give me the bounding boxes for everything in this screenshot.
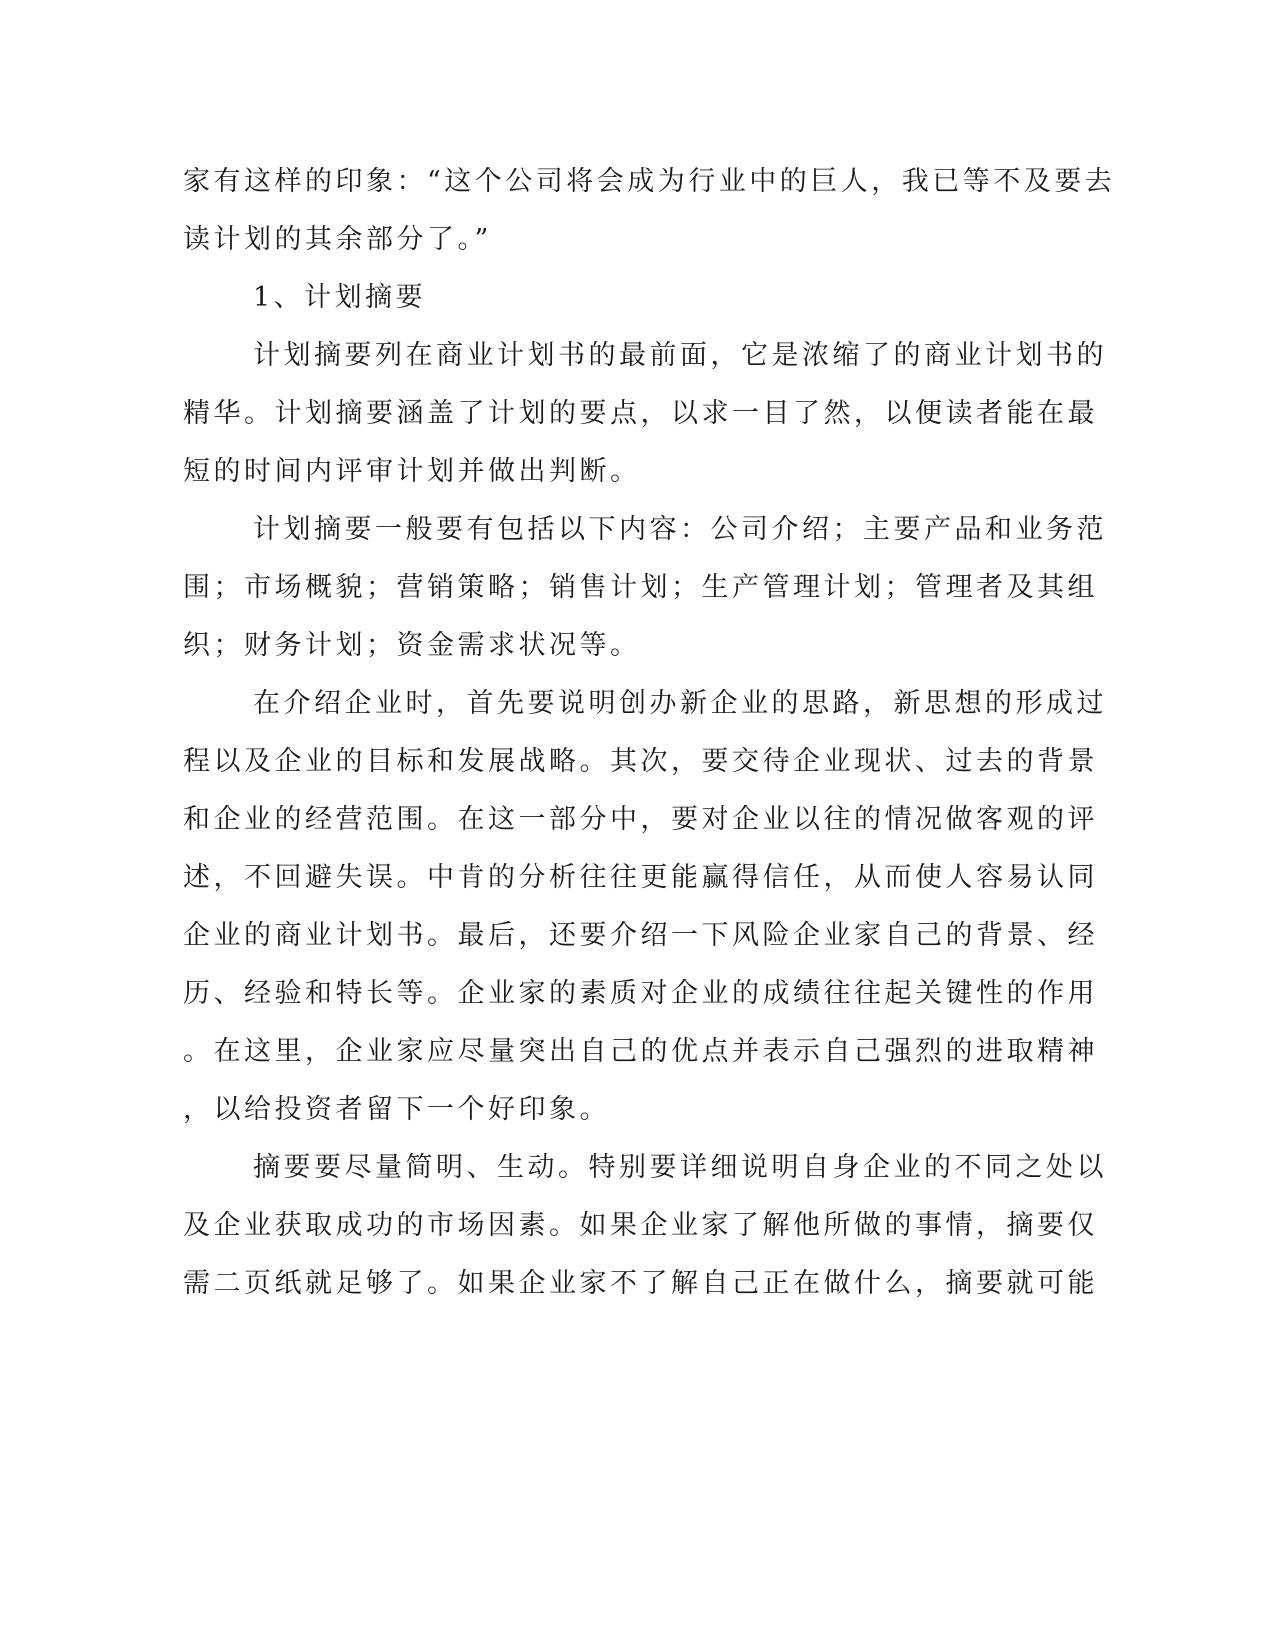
text-line: 摘要要尽量简明、生动。特别要详细说明自身企业的不同之处以 <box>253 1152 1107 1183</box>
text-line: 及企业获取成功的市场因素。如果企业家了解他所做的事情，摘要仅 <box>183 1210 1098 1241</box>
text-line: 和企业的经营范围。在这一部分中，要对企业以往的情况做客观的评 <box>183 804 1098 835</box>
text-line: 围；市场概貌；营销策略；销售计划；生产管理计划；管理者及其组 <box>183 572 1098 603</box>
text-line: 。在这里，企业家应尽量突出自己的优点并表示自己强烈的进取精神 <box>183 1036 1098 1067</box>
text-line: 精华。计划摘要涵盖了计划的要点，以求一目了然，以便读者能在最 <box>183 398 1098 429</box>
text-line: ，以给投资者留下一个好印象。 <box>183 1094 610 1125</box>
text-line: 企业的商业计划书。最后，还要介绍一下风险企业家自己的背景、经 <box>183 920 1098 951</box>
text-line: 读计划的其余部分了。” <box>183 224 492 255</box>
text-line: 计划摘要列在商业计划书的最前面，它是浓缩了的商业计划书的 <box>253 340 1107 371</box>
text-line: 计划摘要一般要有包括以下内容：公司介绍；主要产品和业务范 <box>253 514 1107 545</box>
section-heading: 1、计划摘要 <box>253 282 427 313</box>
text-line: 家有这样的印象：“这个公司将会成为行业中的巨人，我已等不及要去 <box>183 166 1116 197</box>
text-line: 短的时间内评审计划并做出判断。 <box>183 456 641 487</box>
text-line: 历、经验和特长等。企业家的素质对企业的成绩往往起关键性的作用 <box>183 978 1098 1009</box>
text-line: 述，不回避失误。中肯的分析往往更能赢得信任，从而使人容易认同 <box>183 862 1098 893</box>
text-line: 在介绍企业时，首先要说明创办新企业的思路，新思想的形成过 <box>253 688 1107 719</box>
text-line: 需二页纸就足够了。如果企业家不了解自己正在做什么，摘要就可能 <box>183 1268 1098 1299</box>
text-line: 织；财务计划；资金需求状况等。 <box>183 630 641 661</box>
document-body <box>183 153 1116 1313</box>
text-line: 程以及企业的目标和发展战略。其次，要交待企业现状、过去的背景 <box>183 746 1098 777</box>
